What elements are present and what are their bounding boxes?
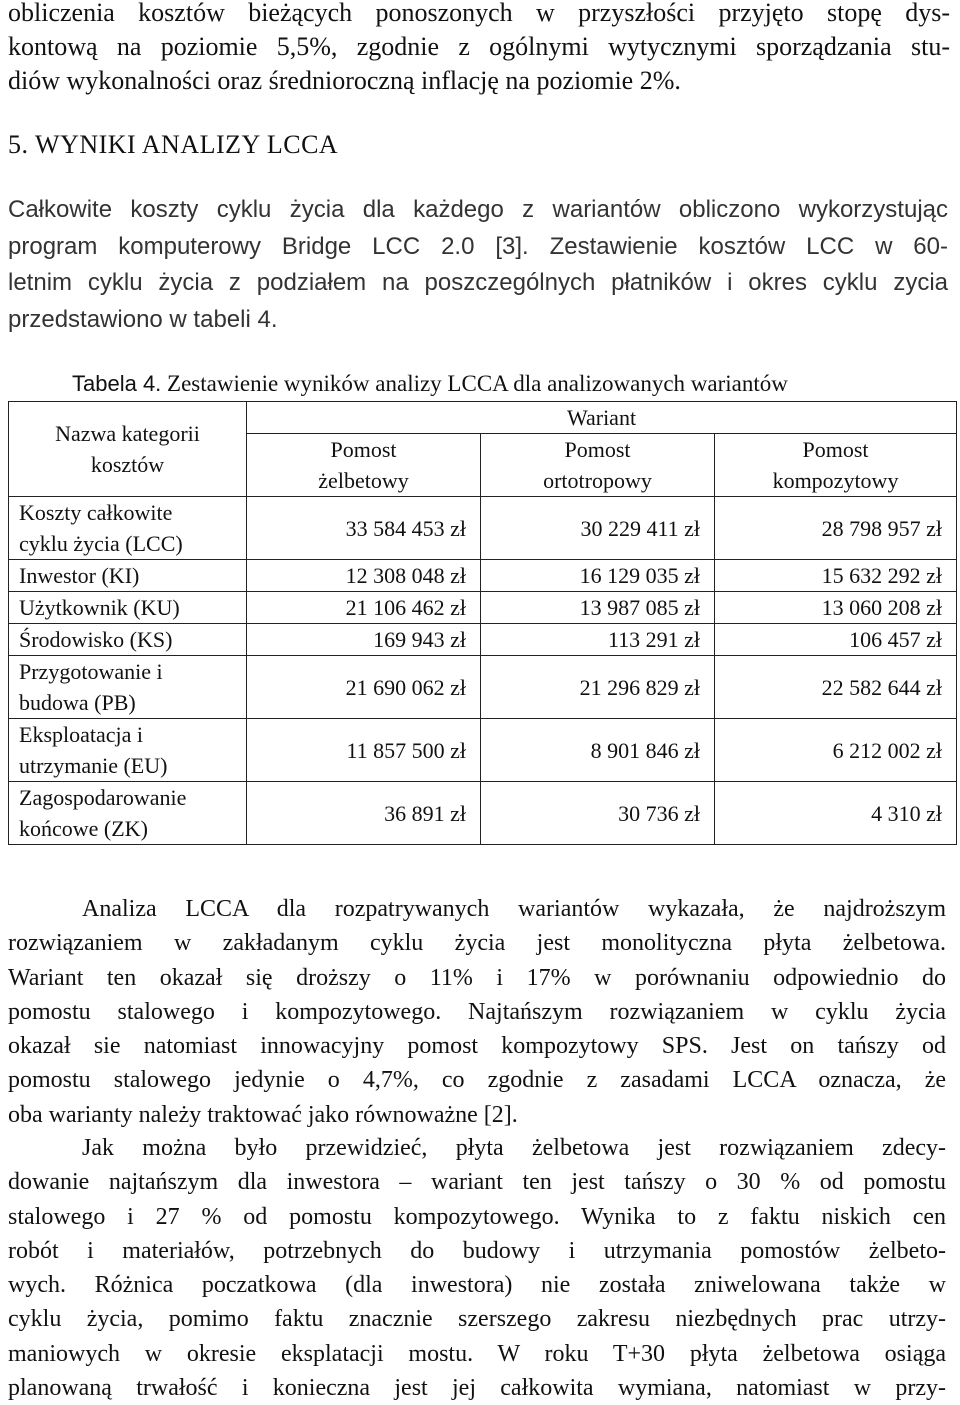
table-caption-label: Tabela 4. xyxy=(72,371,162,396)
section-paragraph-line: program komputerowy Bridge LCC 2.0 [3]. Zestawienie kosztów LCC w 60- xyxy=(8,232,948,260)
cell-value: 30 736 zł xyxy=(481,782,715,845)
investor-line: dowanie najtańszym dla inwestora – wariant ten jest tańszy o 30 % od pomostu xyxy=(8,1169,946,1196)
cell-value: 21 690 062 zł xyxy=(247,656,481,719)
cell-value: 36 891 zł xyxy=(247,782,481,845)
cell-value: 22 582 644 zł xyxy=(715,656,957,719)
table-row xyxy=(9,497,957,560)
cell-value: 28 798 957 zł xyxy=(715,497,957,560)
investor-paragraph xyxy=(8,1131,946,1405)
table-row xyxy=(9,719,957,782)
cell-category: Przygotowanie i budowa (PB) xyxy=(9,656,247,719)
cell-value: 16 129 035 zł xyxy=(481,560,715,592)
cell-value: 12 308 048 zł xyxy=(247,560,481,592)
header-variant-ortotropowy: Pomost ortotropowy xyxy=(481,434,715,497)
header-variant-group: Wariant xyxy=(247,402,957,434)
investor-line: Jak można było przewidzieć, płyta żelbetowa jest rozwiązaniem zdecy- xyxy=(82,1135,946,1161)
cell-value: 6 212 002 zł xyxy=(715,719,957,782)
section-heading: 5. WYNIKI ANALIZY LCCA xyxy=(8,130,339,159)
analysis-paragraph xyxy=(8,892,946,1132)
table-row xyxy=(9,656,957,719)
investor-line: cyklu życia, pomimo faktu znacznie szerszego zakresu niezbędnych prac utrzy- xyxy=(8,1306,946,1333)
investor-line: wych. Różnica poczatkowa (dla inwestora) nie została zniwelowana także w xyxy=(8,1272,946,1299)
header-category: Nazwa kategorii kosztów xyxy=(9,402,247,497)
section-paragraph xyxy=(8,192,948,338)
section-paragraph-line: Całkowite koszty cyklu życia dla każdego z wariantów obliczono wykorzystując xyxy=(8,196,948,223)
cell-value: 4 310 zł xyxy=(715,782,957,845)
cell-category: Użytkownik (KU) xyxy=(9,592,247,624)
cell-value: 30 229 411 zł xyxy=(481,497,715,560)
investor-line: planowaną trwałość i konieczna jest jej całkowita wymiana, natomiast w przy- xyxy=(8,1375,946,1402)
cell-value: 13 987 085 zł xyxy=(481,592,715,624)
analysis-line: pomostu stalowego i kompozytowego. Najtańszym rozwiązaniem w cyklu życia xyxy=(8,998,946,1025)
table-caption-text: Zestawienie wyników analizy LCCA dla analizowanych wariantów xyxy=(167,371,788,396)
investor-line: stalowego i 27 % od pomostu kompozytowego. Wynika to z faktu niskich cen xyxy=(8,1203,946,1230)
cell-category: Koszty całkowite cyklu życia (LCC) xyxy=(9,497,247,560)
table-row xyxy=(9,560,957,592)
cell-value: 15 632 292 zł xyxy=(715,560,957,592)
lcca-results-table xyxy=(8,401,957,845)
analysis-line: rozwiązaniem w zakładanym cyklu życia jest monolityczna płyta żelbetowa. xyxy=(8,930,946,957)
cell-category: Środowisko (KS) xyxy=(9,624,247,656)
analysis-line: oba warianty należy traktować jako równoważne [2]. xyxy=(8,1101,518,1128)
cell-value: 21 106 462 zł xyxy=(247,592,481,624)
intro-line: obliczenia kosztów bieżących ponoszonych w przyszłości przyjęto stopę dys- xyxy=(8,0,950,27)
cell-value: 21 296 829 zł xyxy=(481,656,715,719)
cell-value: 13 060 208 zł xyxy=(715,592,957,624)
table-body xyxy=(9,497,957,845)
table-row xyxy=(9,592,957,624)
cell-value: 106 457 zł xyxy=(715,624,957,656)
analysis-line: pomostu stalowego jedynie o 4,7%, co zgodnie z zasadami LCCA oznacza, że xyxy=(8,1067,946,1094)
analysis-line: Wariant ten okazał się droższy o 11% i 17% w porównaniu odpowiednio do xyxy=(8,964,946,991)
header-variant-zelbetowy: Pomost żelbetowy xyxy=(247,434,481,497)
cell-value: 8 901 846 zł xyxy=(481,719,715,782)
intro-line: kontową na poziomie 5,5%, zgodnie z ogólnymi wytycznymi sporządzania stu- xyxy=(8,32,950,61)
cell-value: 169 943 zł xyxy=(247,624,481,656)
cell-category: Zagospodarowanie końcowe (ZK) xyxy=(9,782,247,845)
analysis-line: Analiza LCCA dla rozpatrywanych wariantów wykazała, że najdroższym xyxy=(82,896,946,922)
table-row xyxy=(9,782,957,845)
cell-category: Eksploatacja i utrzymanie (EU) xyxy=(9,719,247,782)
intro-line: diów wykonalności oraz średnioroczną inflację na poziomie 2%. xyxy=(8,66,681,95)
header-variant-kompozytowy: Pomost kompozytowy xyxy=(715,434,957,497)
investor-line: maniowych w okresie eksplatacji mostu. W roku T+30 płyta żelbetowa osiąga xyxy=(8,1340,946,1367)
table-caption xyxy=(72,368,788,400)
section-paragraph-line: przedstawiono w tabeli 4. xyxy=(8,305,278,333)
cell-value: 113 291 zł xyxy=(481,624,715,656)
cell-category: Inwestor (KI) xyxy=(9,560,247,592)
section-paragraph-line: letnim cyklu życia z podziałem na poszczególnych płatników i okres cyklu zycia xyxy=(8,269,948,296)
intro-paragraph xyxy=(8,0,950,98)
table-row xyxy=(9,624,957,656)
analysis-line: okazał sie natomiast innowacyjny pomost kompozytowy SPS. Jest on tańszy od xyxy=(8,1033,946,1060)
cell-value: 11 857 500 zł xyxy=(247,719,481,782)
investor-line: robót i materiałów, potrzebnych do budowy i utrzymania pomostów żelbeto- xyxy=(8,1237,946,1264)
cell-value: 33 584 453 zł xyxy=(247,497,481,560)
